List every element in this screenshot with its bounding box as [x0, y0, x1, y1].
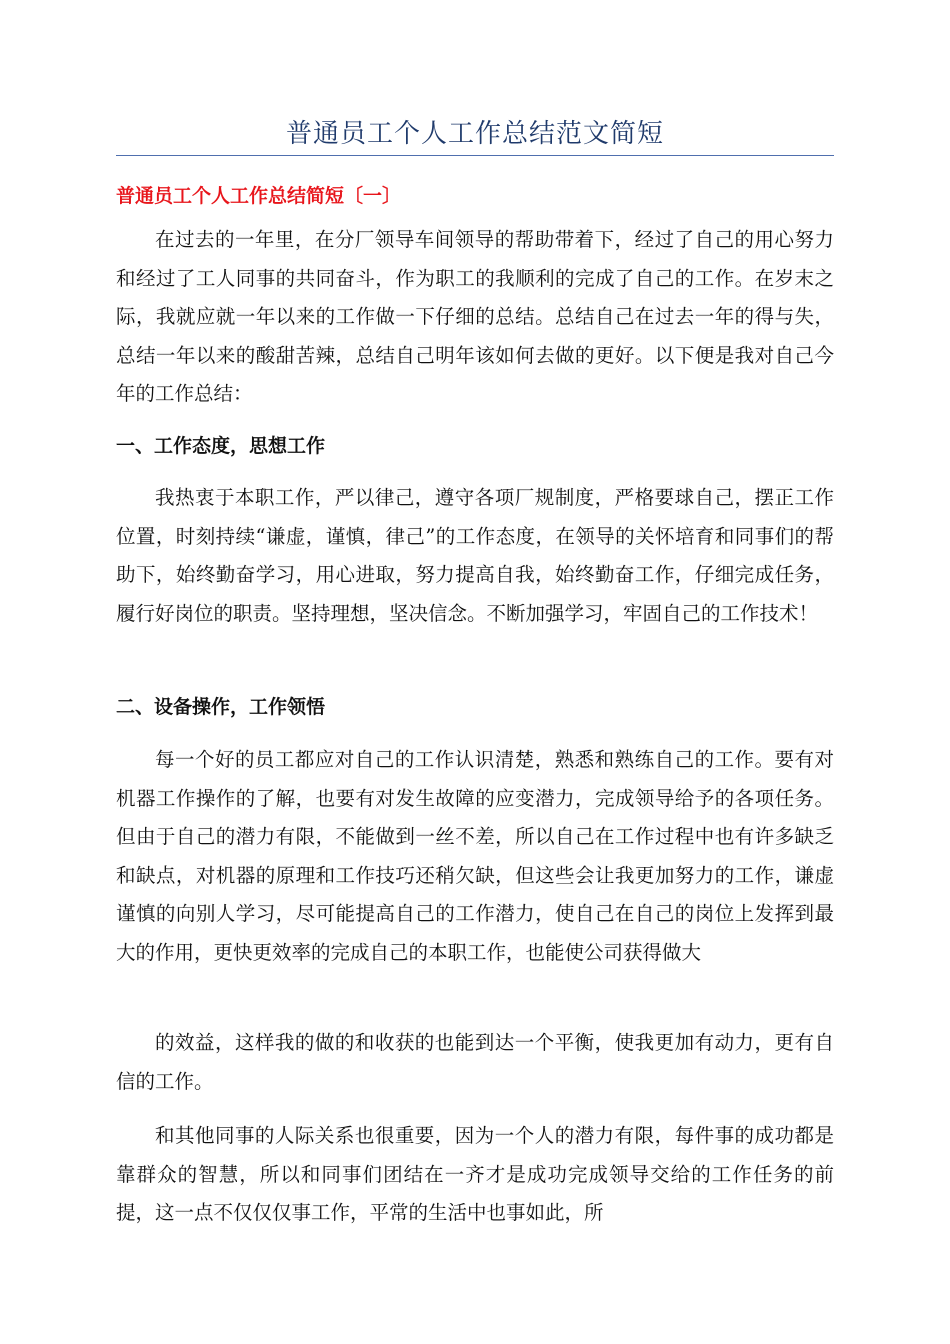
- paragraph-equipment-operation: 每一个好的员工都应对自己的工作认识清楚，熟悉和熟练自己的工作。要有对机器工作操作的了解，也要有对发生故障的应变潜力，完成领导给予的各项任务。但由于自己的潜力有限，不能做到一丝不差，所以自己在工作过程中也有许多缺乏和缺点，对机器的原理和工作技巧还稍欠缺，但这些会让我更加努力的工作，谦虚谨慎的向别人学习，尽可能提高自己的工作潜力，使自己在自己的岗位上发挥到最大的作用，更快更效率的完成自己的本职工作，也能使公司获得做大: [116, 748, 834, 964]
- section-heading: 普通员工个人工作总结简短〔一〕: [116, 185, 402, 207]
- document-title: 普通员工个人工作总结范文简短: [285, 119, 664, 149]
- paragraph-work-attitude: 我热衷于本职工作，严以律己，遵守各项厂规制度，严格要球自己，摆正工作位置，时刻持续“谦虚，谨慎，律己”的工作态度，在领导的关怀培育和同事们的帮助下，始终勤奋学习，用心进取，努力提高自我，始终勤奋工作，仔细完成任务，履行好岗位的职责。坚持理想，坚决信念。不断加强学习，牢固自己的工作技术！: [116, 486, 834, 625]
- paragraph-benefit: 的效益，这样我的做的和收获的也能到达一个平衡，使我更加有动力，更有自信的工作。: [116, 1031, 834, 1093]
- subheading-work-attitude: 一、工作态度，思想工作: [116, 435, 326, 457]
- paragraph-intro: 在过去的一年里，在分厂领导车间领导的帮助带着下，经过了自己的用心努力和经过了工人同事的共同奋斗，作为职工的我顺利的完成了自己的工作。在岁末之际，我就应就一年以来的工作做一下仔细的总结。总结自己在过去一年的得与失，总结一年以来的酸甜苦辣，总结自己明年该如何去做的更好。以下便是我对自己今年的工作总结：: [116, 228, 834, 405]
- paragraph-relationships: 和其他同事的人际关系也很重要，因为一个人的潜力有限，每件事的成功都是靠群众的智慧，所以和同事们团结在一齐才是成功完成领导交给的工作任务的前提，这一点不仅仅仅事工作，平常的生活中也事如此，所: [116, 1124, 834, 1224]
- subheading-equipment-operation: 二、设备操作，工作领悟: [116, 696, 326, 718]
- title-underline: [116, 155, 834, 156]
